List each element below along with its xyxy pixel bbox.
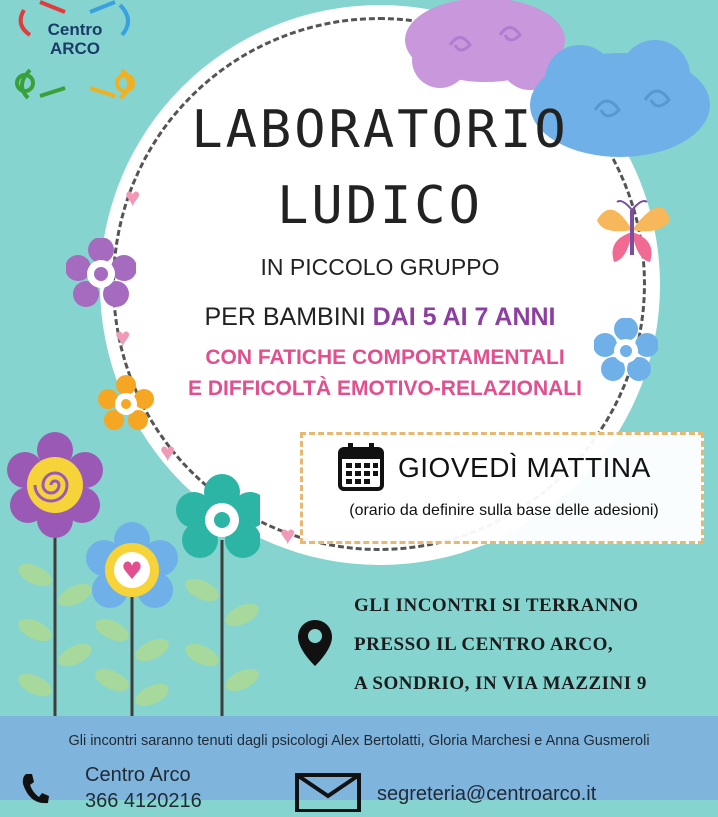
logo: [10, 0, 140, 105]
phone-icon: [20, 772, 50, 811]
envelope-icon: [295, 772, 361, 817]
title-line-2: LUDICO: [277, 176, 483, 236]
title-line-1: LABORATORIO: [191, 100, 569, 160]
audience-line: [110, 303, 650, 332]
location-line-3: A SONDRIO, IN VIA MAZZINI 9: [354, 673, 647, 694]
subtitle: IN PICCOLO GRUPPO: [260, 254, 500, 280]
audience-age-range: DAI 5 AI 7 ANNI: [372, 303, 556, 331]
heart-icon: ♥: [280, 520, 296, 550]
calendar-icon: [338, 443, 384, 496]
heart-icon: ♥: [125, 182, 141, 212]
schedule-note: (orario da definire sulla base delle adesioni): [349, 502, 659, 519]
target-line-2: E DIFFICOLTÀ EMOTIVO-RELAZIONALI: [188, 377, 582, 400]
location-line-2: PRESSO IL CENTRO ARCO,: [354, 634, 614, 655]
orange-flower-illustration: [98, 375, 154, 436]
target-line-1: CON FATICHE COMPORTAMENTALI: [205, 346, 565, 369]
contact-name: Centro Arco: [85, 764, 191, 786]
heart-icon: ♥: [160, 437, 176, 467]
logo-text-arco: ARCO: [49, 39, 101, 58]
audience-prefix: PER BAMBINI: [204, 303, 373, 331]
logo-text-centro: Centro: [47, 20, 103, 39]
phone-number[interactable]: 366 4120216: [85, 790, 202, 812]
flowers-garden-illustration: [0, 430, 260, 725]
heart-icon: ♥: [115, 322, 131, 352]
schedule-day: GIOVEDÌ MATTINA: [398, 452, 651, 483]
psychologists-note: Gli incontri saranno tenuti dagli psicologi Alex Bertolatti, Gloria Marchesi e Anna Gusmeroli: [68, 733, 650, 749]
map-pin-icon: [298, 620, 332, 671]
location-line-1: GLI INCONTRI SI TERRANNO: [354, 595, 639, 616]
email-address[interactable]: segreteria@centroarco.it: [377, 783, 597, 805]
svg-text:♥: ♥: [121, 557, 143, 585]
